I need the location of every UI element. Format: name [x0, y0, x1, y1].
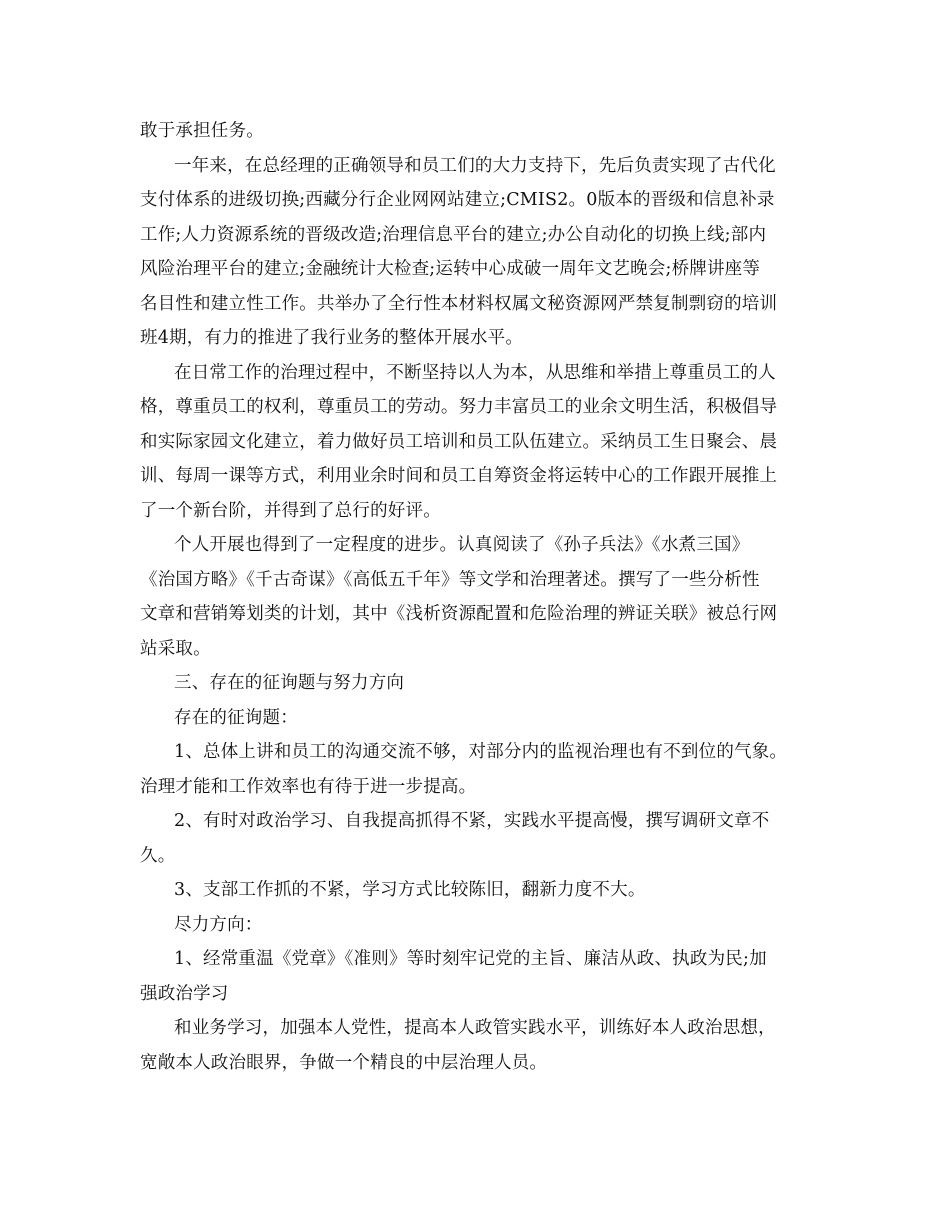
body-text: [140, 114, 820, 1080]
text-line: 3、支部工作抓的不紧，学习方式比较陈旧，翻新力度不大。: [174, 880, 646, 900]
text-line: 1、经常重温《党章》《准则》等时刻牢记党的主旨、廉洁从政、执政为民;加: [174, 949, 767, 969]
text-line: 治理才能和工作效率也有待于进一步提高。: [140, 776, 477, 797]
text-line: 三、存在的征询题与努力方向: [174, 673, 405, 693]
text-line: 文章和营销筹划类的计划，其中《浅析资源配置和危险治理的辨证关联》被总行网: [140, 604, 778, 624]
text-line: 1、总体上讲和员工的沟通交流不够，对部分内的监视治理也有不到位的气象。: [174, 742, 788, 762]
text-line: 风险治理平台的建立;金融统计大检查;运转中心成破一周年文艺晚会;桥牌讲座等: [140, 259, 761, 279]
text-line: 个人开展也得到了一定程度的进步。认真阅读了《孙子兵法》《水煮三国》: [174, 535, 750, 555]
text-line: 和实际家园文化建立，着力做好员工培训和员工队伍建立。采纳员工生日聚会、晨: [140, 431, 778, 452]
text-line: 敢于承担任务。: [140, 121, 264, 141]
text-line: 在日常工作的治理过程中，不断坚持以人为本，从思维和举措上尊重员工的人: [174, 362, 776, 383]
text-line: 一年来，在总经理的正确领导和员工们的大力支持下，先后负责实现了古代化: [174, 155, 776, 176]
text-line: 班4期，有力的推进了我行业务的整体开展水平。: [140, 328, 524, 348]
text-line: 格，尊重员工的权利，尊重员工的劳动。努力丰富员工的业余文明生活，积极倡导: [140, 397, 778, 417]
text-line: 2、有时对政治学习、自我提高抓得不紧，实践水平提高慢，撰写调研文章不: [174, 811, 770, 831]
text-line: 站采取。: [140, 638, 211, 659]
text-line: 强政治学习: [140, 983, 229, 1004]
text-line: 工作;人力资源系统的晋级改造;治理信息平台的建立;办公自动化的切换上线;部内: [140, 224, 767, 245]
text-line: 尽力方向：: [174, 914, 263, 935]
text-line: 久。: [140, 845, 176, 866]
text-line: 《治国方略》《千古奇谋》《高低五千年》等文学和治理著述。撰写了一些分析性: [140, 569, 760, 590]
text-line: 了一个新台阶，并得到了总行的好评。: [140, 500, 441, 521]
text-line: 宽敞本人政治眼界，争做一个精良的中层治理人员。: [140, 1052, 548, 1073]
text-line: 和业务学习，加强本人党性，提高本人政管实践水平，训练好本人政治思想，: [174, 1018, 776, 1038]
text-line: 存在的征询题：: [174, 707, 298, 728]
text-line: 训、每周一课等方式，利用业余时间和员工自筹资金将运转中心的工作跟开展推上: [140, 466, 778, 486]
text-line: 支付体系的进级切换;西藏分行企业网网站建立;CMIS2。0版本的晋级和信息补录: [140, 190, 775, 210]
text-line: 名目性和建立性工作。共举办了全行性本材料权属文秘资源网严禁复制剽窃的培训: [140, 293, 778, 314]
